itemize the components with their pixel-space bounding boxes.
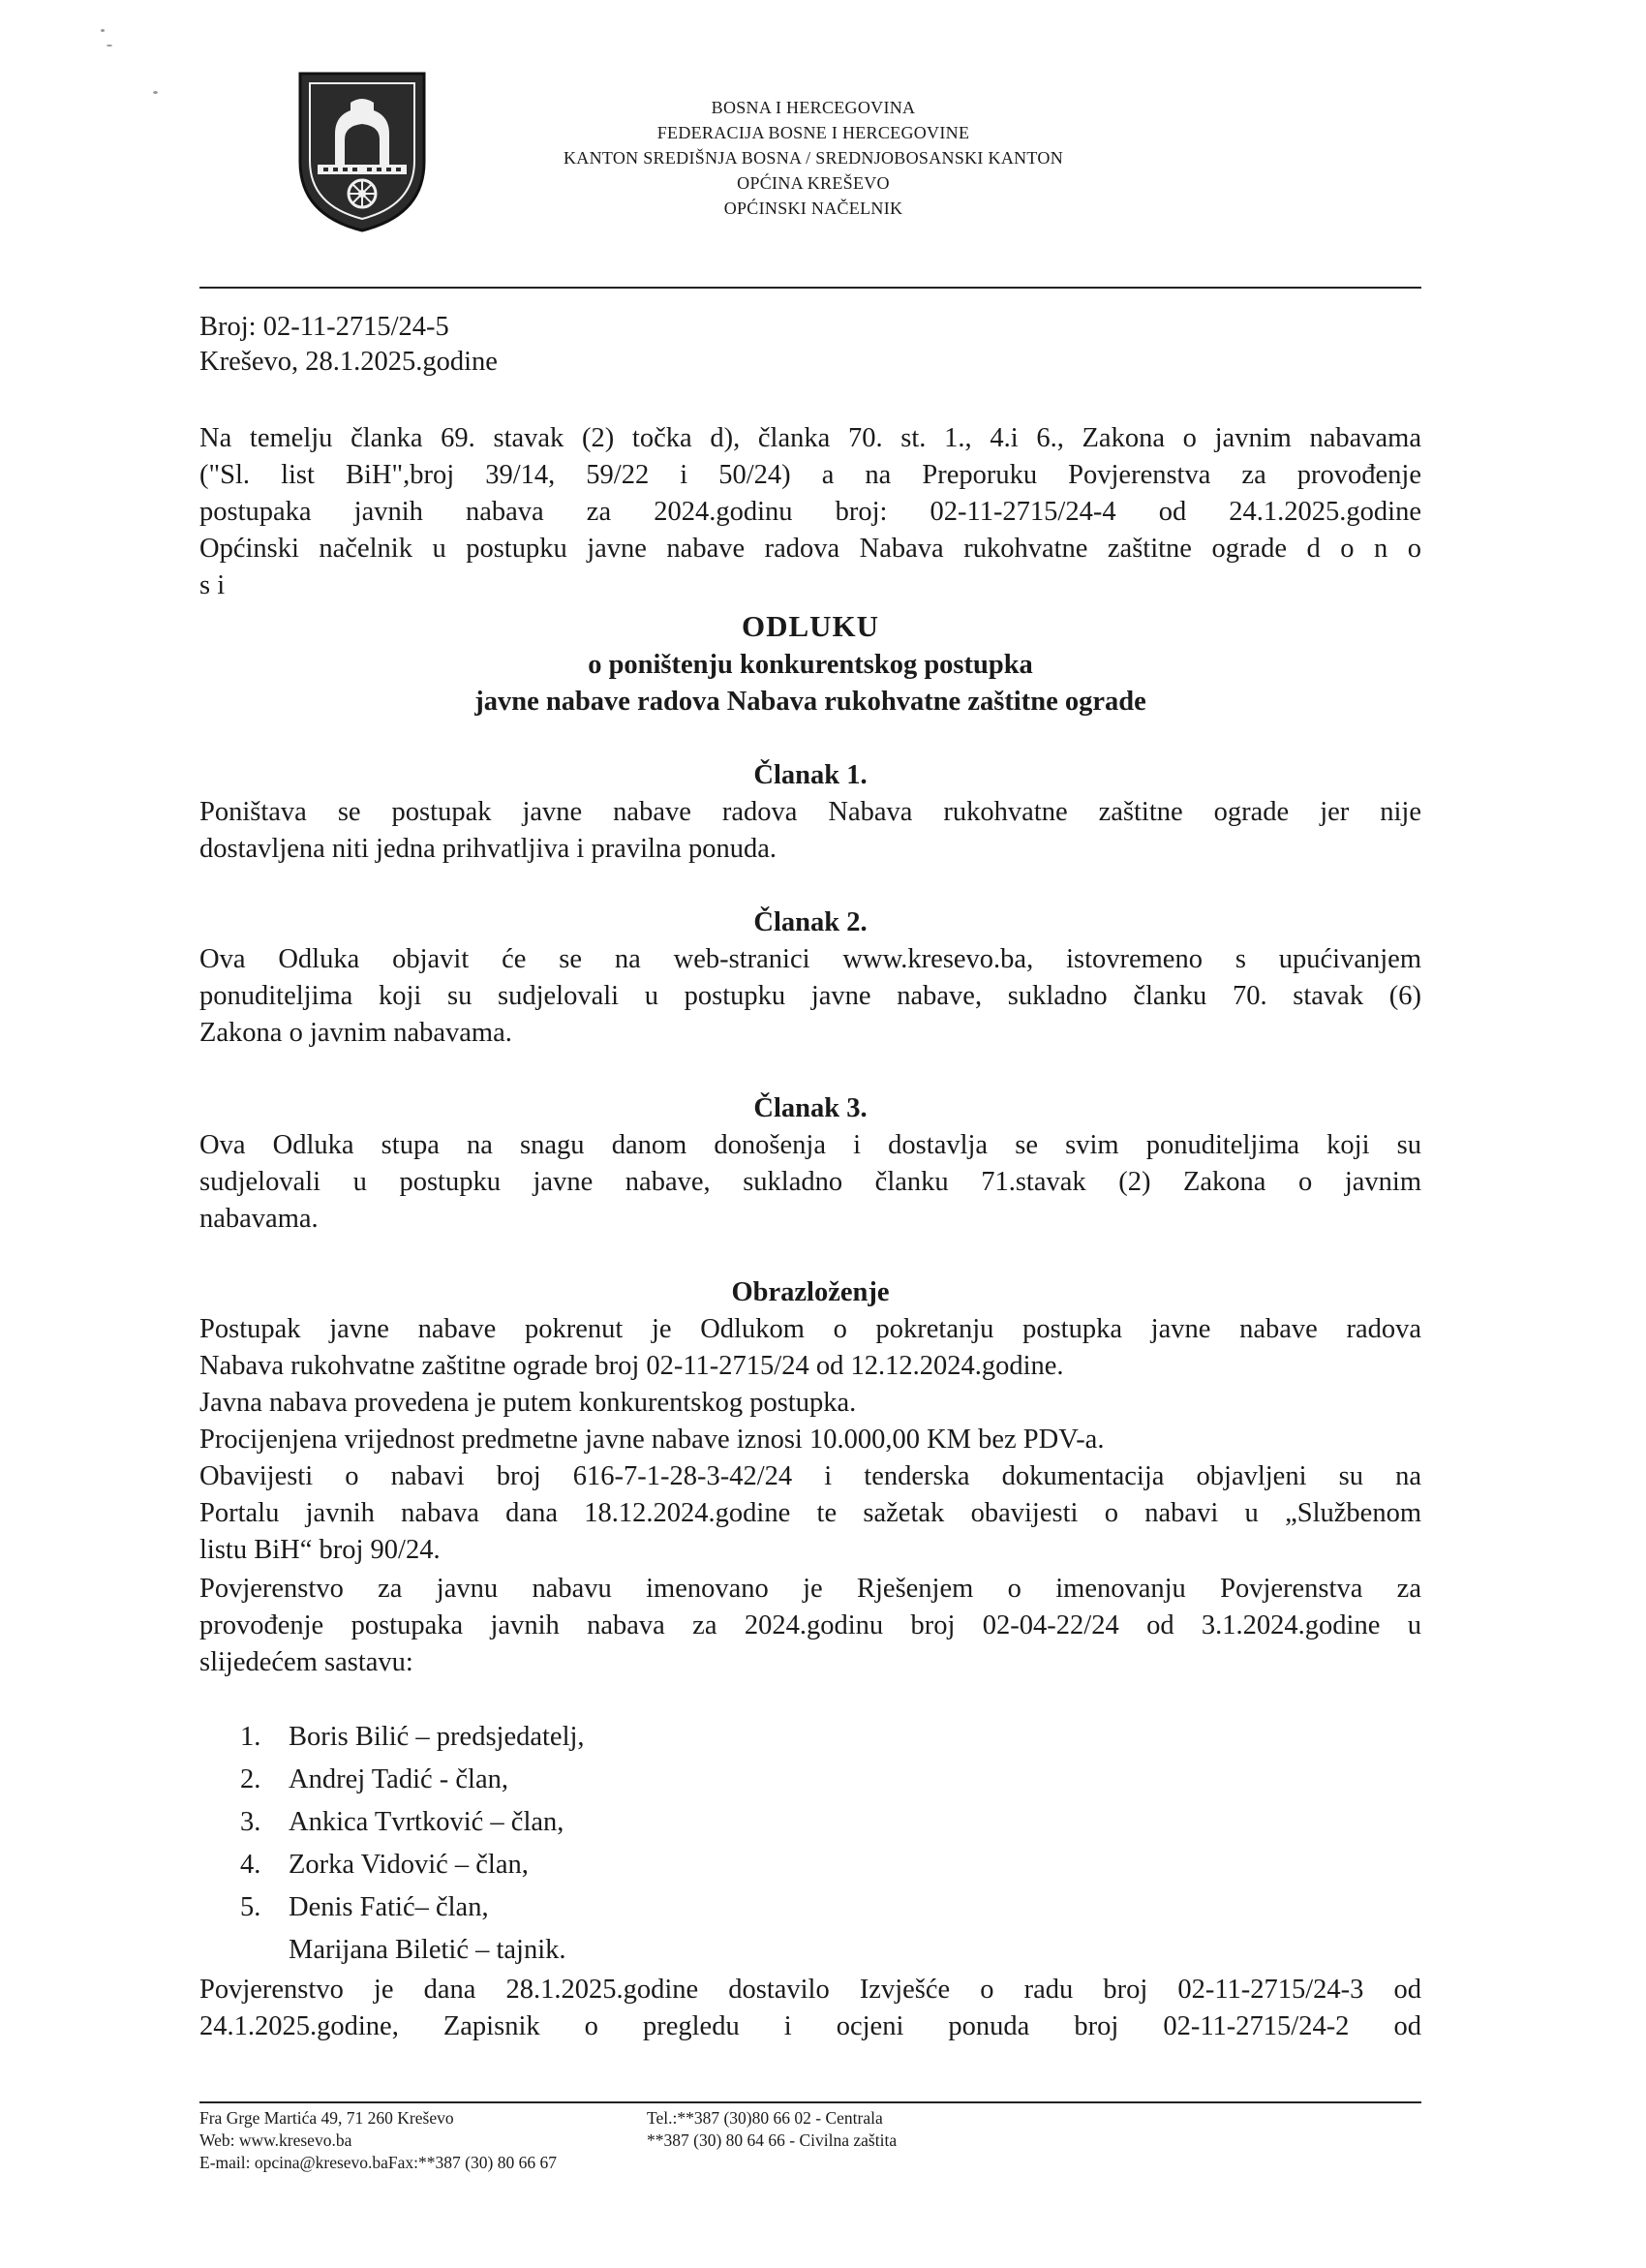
reasoning-line: slijedećem sastavu: [199,1647,413,1677]
document-number: Broj: 02-11-2715/24-5 [199,312,449,342]
member-name: Andrej Tadić - član, [289,1764,508,1794]
letterhead-line: OPĆINA KREŠEVO [737,173,890,193]
closing-line: Povjerenstvo je dana 28.1.2025.godine dostavilo Izvješće o radu broj 02-11-2715/24-3 od [199,1975,1421,2005]
committee-list [240,1716,585,1972]
letterhead [445,95,1181,221]
article-heading: Članak 3. [753,1093,868,1123]
header-divider [199,287,1421,289]
footer-address: Fra Grge Martića 49, 71 260 Kreševo [199,2108,454,2128]
letterhead-line: OPĆINSKI NAČELNIK [723,199,903,218]
reasoning-line: Postupak javne nabave pokrenut je Odlukom o pokretanju postupka javne nabave radova [199,1314,1421,1344]
list-number: 2. [240,1764,261,1794]
reasoning-line: provođenje postupaka javnih nabava za 2024.godinu broj 02-04-22/24 od 3.1.2024.godine u [199,1610,1421,1640]
reasoning-line: Obavijesti o nabavi broj 616-7-1-28-3-42/24 i tenderska dokumentacija objavljeni su na [199,1461,1421,1491]
article-line: Ova Odluka objavit će se na web-stranici www.kresevo.ba, istovremeno s upućivanjem [199,944,1421,974]
list-item [240,1716,585,1759]
footer-contact-left [199,2107,557,2174]
municipality-crest [296,70,428,234]
list-item [240,1801,585,1844]
article-line: nabavama. [199,1204,319,1234]
letterhead-line: FEDERACIJA BOSNE I HERCEGOVINE [656,123,970,142]
list-item [240,1844,585,1886]
footer-email-fax: E-mail: opcina@kresevo.baFax:**387 (30) 80 66 67 [199,2153,557,2172]
intro-line: Općinski načelnik u postupku javne nabave radova Nabava rukohvatne zaštitne ograde d o n o [199,534,1421,564]
intro-line: ("Sl. list BiH",broj 39/14, 59/22 i 50/24) a na Preporuku Povjerenstva za provođenje [199,460,1421,490]
list-number: 3. [240,1807,261,1837]
reasoning-line: Portalu javnih nabava dana 18.12.2024.godine te sažetak obavijesti o nabavi u „Službenom [199,1498,1421,1528]
reasoning-line: Procijenjena vrijednost predmetne javne nabave iznosi 10.000,00 KM bez PDV-a. [199,1425,1105,1455]
reasoning-line: Nabava rukohvatne zaštitne ograde broj 02-11-2715/24 od 12.12.2024.godine. [199,1351,1064,1381]
member-name: Denis Fatić– član, [289,1892,489,1922]
list-number: 5. [240,1892,261,1922]
footer-web: Web: www.kresevo.ba [199,2130,352,2150]
member-name: Marijana Biletić – tajnik. [289,1935,566,1965]
decision-subtitle: javne nabave radova Nabava rukohvatne zaštitne ograde [474,687,1146,717]
article-line: Ova Odluka stupa na snagu danom donošenja i dostavlja se svim ponuditeljima koji su [199,1130,1421,1160]
intro-line: postupaka javnih nabava za 2024.godinu broj: 02-11-2715/24-4 od 24.1.2025.godine [199,497,1421,527]
member-name: Ankica Tvrtković – član, [289,1807,564,1837]
list-number: 1. [240,1722,261,1752]
article-heading: Članak 1. [753,760,868,790]
letterhead-line: BOSNA I HERCEGOVINA [711,98,916,117]
intro-line: s i [199,570,226,600]
article-line: sudjelovali u postupku javne nabave, sukladno članku 71.stavak (2) Zakona o javnim [199,1167,1421,1197]
article-line: Poništava se postupak javne nabave radova Nabava rukohvatne zaštitne ograde jer nije [199,797,1421,827]
article-line: Zakona o javnim nabavama. [199,1018,512,1048]
footer-contact-right [647,2107,897,2152]
reasoning-heading: Obrazloženje [731,1277,890,1307]
document-date: Kreševo, 28.1.2025.godine [199,347,498,377]
decision-title: ODLUKU [741,609,880,643]
reasoning-line: Javna nabava provedena je putem konkurentskog postupka. [199,1388,857,1418]
footer-phone-civil: **387 (30) 80 64 66 - Civilna zaštita [647,2130,898,2150]
member-name: Boris Bilić – predsjedatelj, [289,1722,585,1752]
decision-subtitle: o poništenju konkurentskog postupka [588,650,1033,680]
closing-line: 24.1.2025.godine, Zapisnik o pregledu i ocjeni ponuda broj 02-11-2715/24-2 od [199,2011,1421,2041]
list-item [240,1886,585,1929]
intro-line: Na temelju članka 69. stavak (2) točka d), članka 70. st. 1., 4.i 6., Zakona o javnim nabavama [199,423,1421,453]
list-item [240,1929,585,1972]
list-item [240,1759,585,1801]
article-line: ponuditeljima koji su sudjelovali u postupku javne nabave, sukladno članku 70. stavak (6) [199,981,1421,1011]
footer-divider [199,2101,1421,2103]
list-number: 4. [240,1850,261,1880]
article-heading: Članak 2. [753,907,868,937]
reasoning-line: listu BiH“ broj 90/24. [199,1535,441,1565]
footer-phone-central: Tel.:**387 (30)80 66 02 - Centrala [647,2108,883,2128]
letterhead-line: KANTON SREDIŠNJA BOSNA / SREDNJOBOSANSKI KANTON [563,148,1063,168]
crest-emblem-icon [296,70,428,234]
reasoning-line: Povjerenstvo za javnu nabavu imenovano je Rješenjem o imenovanju Povjerenstva za [199,1574,1421,1604]
member-name: Zorka Vidović – član, [289,1850,529,1880]
article-line: dostavljena niti jedna prihvatljiva i pravilna ponuda. [199,834,777,864]
